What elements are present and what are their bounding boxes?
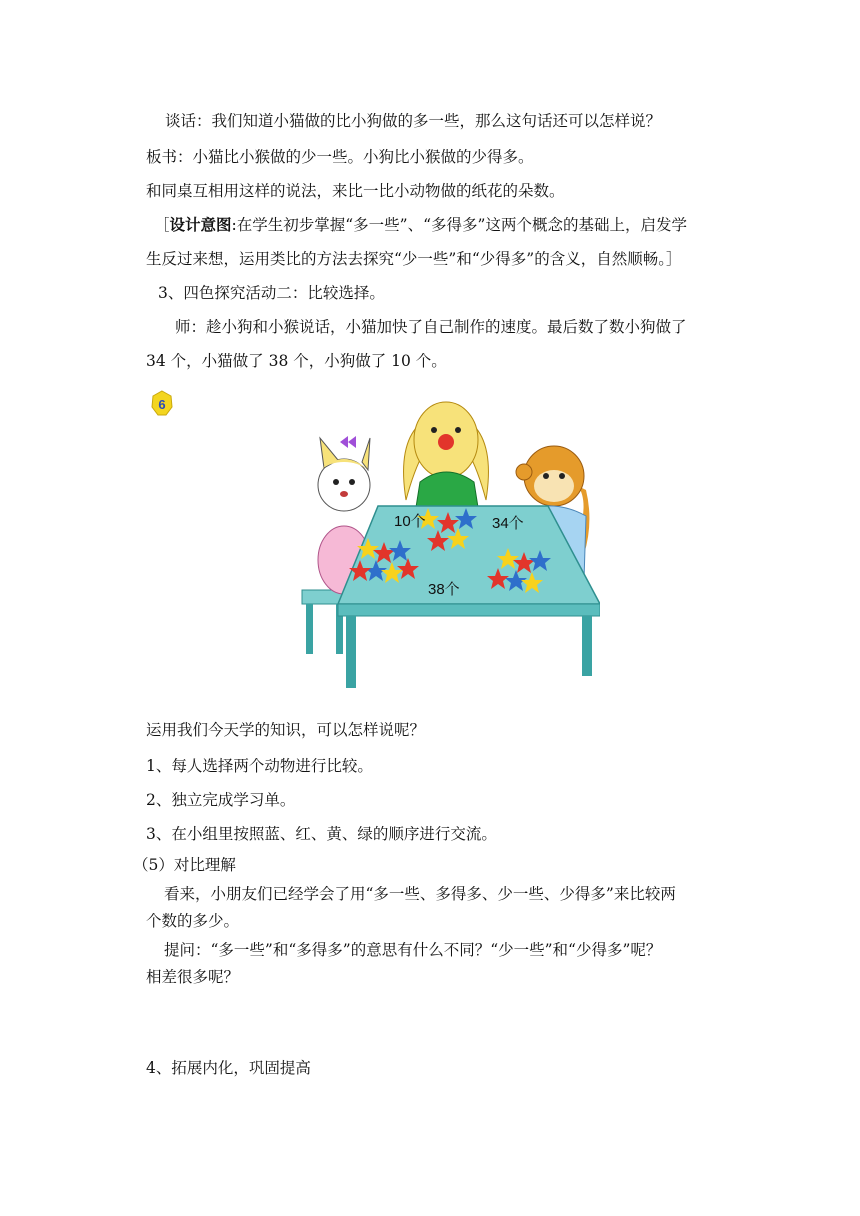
label-dog-count: 10个 bbox=[394, 513, 426, 530]
table bbox=[338, 506, 600, 688]
section-4-heading: 4、拓展内化，巩固提高 bbox=[146, 1059, 311, 1077]
teacher-line-2: 34 个，小猫做了 38 个，小狗做了 10 个。 bbox=[146, 352, 447, 370]
pair-activity: 和同桌互相用这样的说法，来比一比小动物做的纸花的朵数。 bbox=[146, 182, 565, 200]
summary-line-1: 看来，小朋友们已经学会了用“多一些、多得多、少一些、少得多”来比较两 bbox=[164, 885, 676, 903]
design-intent-label: 设计意图 bbox=[169, 216, 232, 234]
step-2: 2、独立完成学习单。 bbox=[146, 791, 296, 809]
question-line-1: 提问：“多一些”和“多得多”的意思有什么不同？“少一些”和“少得多”呢？ bbox=[164, 941, 662, 959]
number-badge-icon bbox=[150, 390, 174, 418]
teacher-line-1: 师：趁小狗和小猴说话，小猫加快了自己制作的速度。最后数了数小狗做了 bbox=[175, 318, 687, 336]
label-cat-count: 38个 bbox=[428, 581, 460, 598]
animals-table-illustration bbox=[298, 390, 600, 690]
bracket-open: ［ bbox=[154, 216, 170, 234]
dialogue-paragraph: 谈话：我们知道小猫做的比小狗做的多一些，那么这句话还可以怎样说？ bbox=[165, 112, 662, 130]
design-intent-line2: 生反过来想，运用类比的方法去探究“少一些”和“少得多”的含义，自然顺畅。］ bbox=[146, 250, 682, 268]
board-writing: 板书：小猫比小猴做的少一些。小狗比小猴做的少得多。 bbox=[146, 148, 534, 166]
question-intro: 运用我们今天学的知识，可以怎样说呢？ bbox=[146, 721, 426, 739]
step-3: 3、在小组里按照蓝、红、黄、绿的顺序进行交流。 bbox=[146, 825, 497, 843]
section-3-heading: 3、四色探究活动二：比较选择。 bbox=[158, 284, 385, 302]
subsection-5-heading: （5）对比理解 bbox=[133, 856, 236, 874]
summary-line-2: 个数的多少。 bbox=[146, 912, 240, 930]
label-monkey-count: 34个 bbox=[492, 515, 524, 532]
step-1: 1、每人选择两个动物进行比较。 bbox=[146, 757, 373, 775]
design-intent-line1 bbox=[154, 215, 687, 235]
design-intent-text-1: :在学生初步掌握“多一些”、“多得多”这两个概念的基础上，启发学 bbox=[231, 216, 687, 234]
dog-figure bbox=[404, 402, 489, 520]
badge-number: 6 bbox=[158, 397, 166, 412]
question-line-2: 相差很多呢？ bbox=[146, 968, 240, 986]
